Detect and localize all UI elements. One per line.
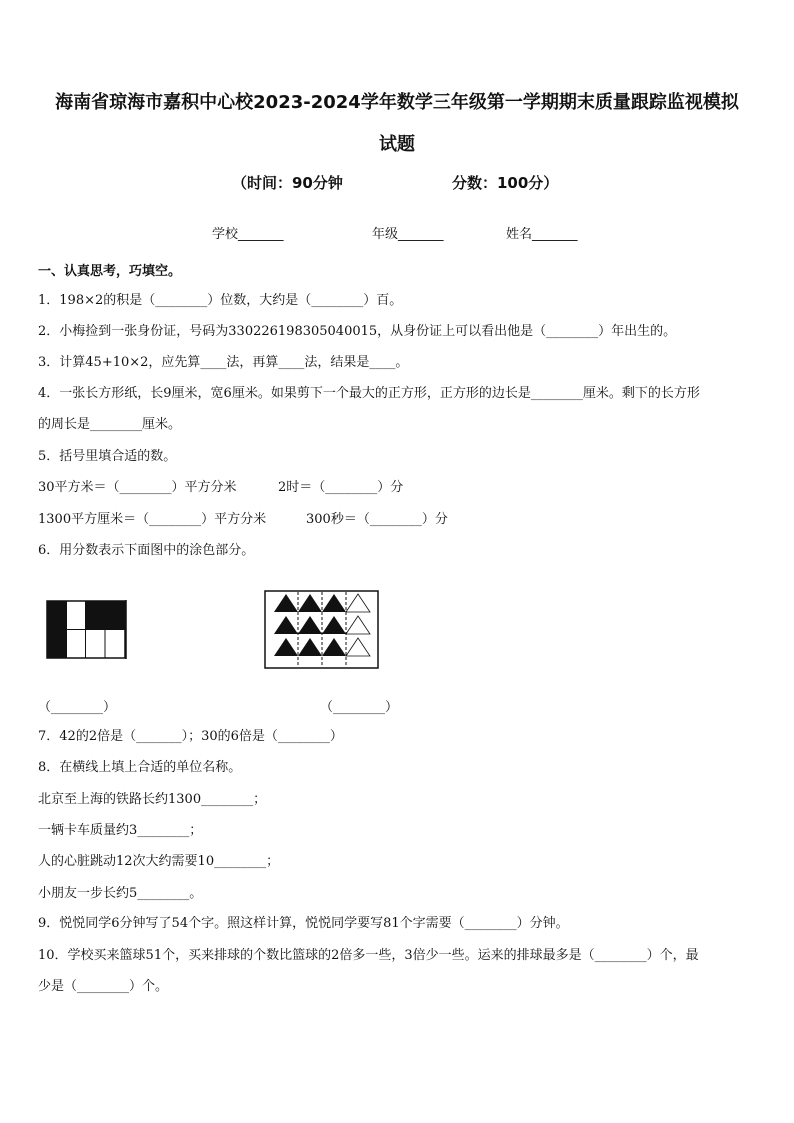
- fraction-triangle-figure: [264, 590, 380, 670]
- question-10-line2: 少是（________）个。: [38, 979, 169, 994]
- question-10-line1: 10．学校买来篮球51个，买来排球的个数比篮球的2倍多一些，3倍少一些。运来的排球最多是（________）个，最: [38, 948, 699, 963]
- question-6: 6．用分数表示下面图中的涂色部分。: [38, 543, 255, 558]
- q5-item-d: 300秒＝（________）分: [306, 512, 448, 527]
- q5-item-c: 1300平方厘米＝（________）平方分米: [38, 512, 267, 527]
- question-8: 8．在横线上填上合适的单位名称。: [38, 760, 242, 775]
- grade-field[interactable]: 年级_______: [372, 227, 444, 242]
- question-4-line1: 4．一张长方形纸，长9厘米，宽6厘米。如果剪下一个最大的正方形，正方形的边长是________厘米。剩下的长方形: [38, 386, 700, 401]
- question-7: 7．42的2倍是（_______）；30的6倍是（________）: [38, 729, 343, 744]
- q6-answer-2[interactable]: （________）: [320, 700, 399, 715]
- q5-item-b: 2时＝（________）分: [278, 480, 404, 495]
- name-field[interactable]: 姓名_______: [506, 227, 578, 242]
- question-9: 9．悦悦同学6分钟写了54个字。照这样计算，悦悦同学要写81个字需要（________）分钟。: [38, 916, 569, 931]
- exam-title-line2: 试题: [379, 134, 415, 155]
- question-8a: 北京至上海的铁路长约1300________；: [38, 792, 267, 807]
- fraction-grid-figure: [46, 600, 128, 660]
- q6-answer-1[interactable]: （________）: [38, 700, 117, 715]
- school-field[interactable]: 学校_______: [212, 227, 284, 242]
- question-3: 3．计算45+10×2，应先算____法，再算____法，结果是____。: [38, 355, 409, 370]
- question-5-row2: [38, 510, 756, 530]
- question-5: 5．括号里填合适的数。: [38, 449, 177, 464]
- score-label: 分数：100分）: [452, 174, 559, 192]
- question-1: 1．198×2的积是（________）位数，大约是（________）百。: [38, 293, 403, 308]
- question-4-line2: 的周长是________厘米。: [38, 417, 182, 432]
- question-5-row1: [38, 478, 756, 498]
- question-8c: 人的心脏跳动12次大约需要10________；: [38, 854, 280, 869]
- q5-item-a: 30平方米＝（________）平方分米: [38, 480, 237, 495]
- section-heading: 一、认真思考，巧填空。: [38, 264, 182, 279]
- time-label: （时间：90分钟: [232, 174, 343, 192]
- exam-title-line1: 海南省琼海市嘉积中心校2023-2024学年数学三年级第一学期期末质量跟踪监视模拟: [55, 92, 739, 113]
- question-8d: 小朋友一步长约5________。: [38, 886, 203, 901]
- question-2: 2．小梅捡到一张身份证，号码为330226198305040015，从身份证上可以看出他是（________）年出生的。: [38, 324, 677, 339]
- question-8b: 一辆卡车质量约3________；: [38, 823, 203, 838]
